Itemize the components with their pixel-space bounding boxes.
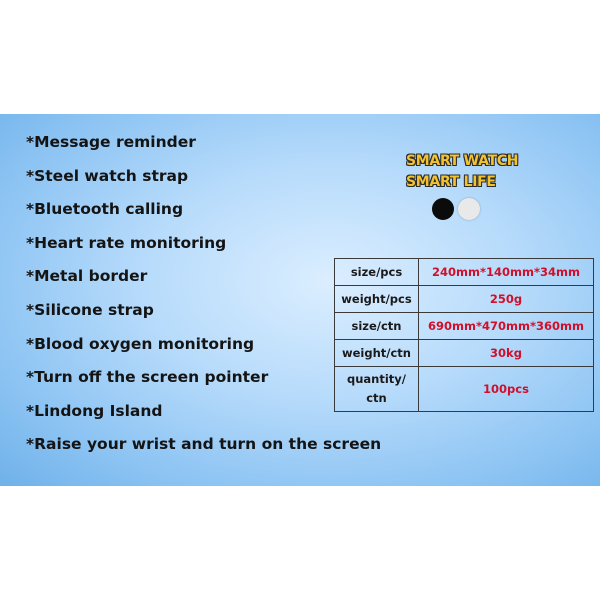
spec-label: size/pcs [335, 259, 419, 286]
spec-label: weight/pcs [335, 286, 419, 313]
table-row [335, 367, 594, 412]
feature-list [26, 131, 381, 467]
table-row [335, 340, 594, 367]
spec-label: size/ctn [335, 313, 419, 340]
table-row [335, 313, 594, 340]
spec-value: 30kg [419, 340, 594, 367]
feature-item: *Steel watch strap [26, 166, 189, 185]
spec-label-line-2: ctn [366, 391, 387, 405]
spec-value: 250g [419, 286, 594, 313]
brand-line-1: SMART WATCH [406, 153, 519, 169]
spec-value: 690mm*470mm*360mm [419, 313, 594, 340]
feature-item: *Heart rate monitoring [26, 233, 227, 252]
feature-item: *Turn off the screen pointer [26, 368, 269, 387]
feature-item: *Bluetooth calling [26, 200, 184, 219]
feature-item: *Raise your wrist and turn on the screen [26, 435, 382, 454]
feature-item: *Message reminder [26, 133, 196, 151]
color-option-black[interactable] [432, 198, 454, 220]
feature-item: *Metal border [26, 267, 148, 286]
spec-table [334, 258, 594, 412]
spec-value: 100pcs [419, 367, 594, 412]
spec-label: weight/ctn [335, 340, 419, 367]
brand-line-2: SMART LIFE [406, 174, 496, 190]
feature-item: *Silicone strap [26, 300, 154, 319]
feature-item: *Blood oxygen monitoring [26, 334, 255, 353]
spec-label [335, 367, 419, 412]
table-row [335, 259, 594, 286]
feature-item: *Lindong Island [26, 401, 163, 420]
color-option-white[interactable] [458, 198, 480, 220]
spec-value: 240mm*140mm*34mm [419, 259, 594, 286]
brand-title [406, 151, 518, 193]
table-row [335, 286, 594, 313]
product-banner [0, 114, 600, 486]
spec-label-line-1: quantity/ [347, 372, 406, 386]
